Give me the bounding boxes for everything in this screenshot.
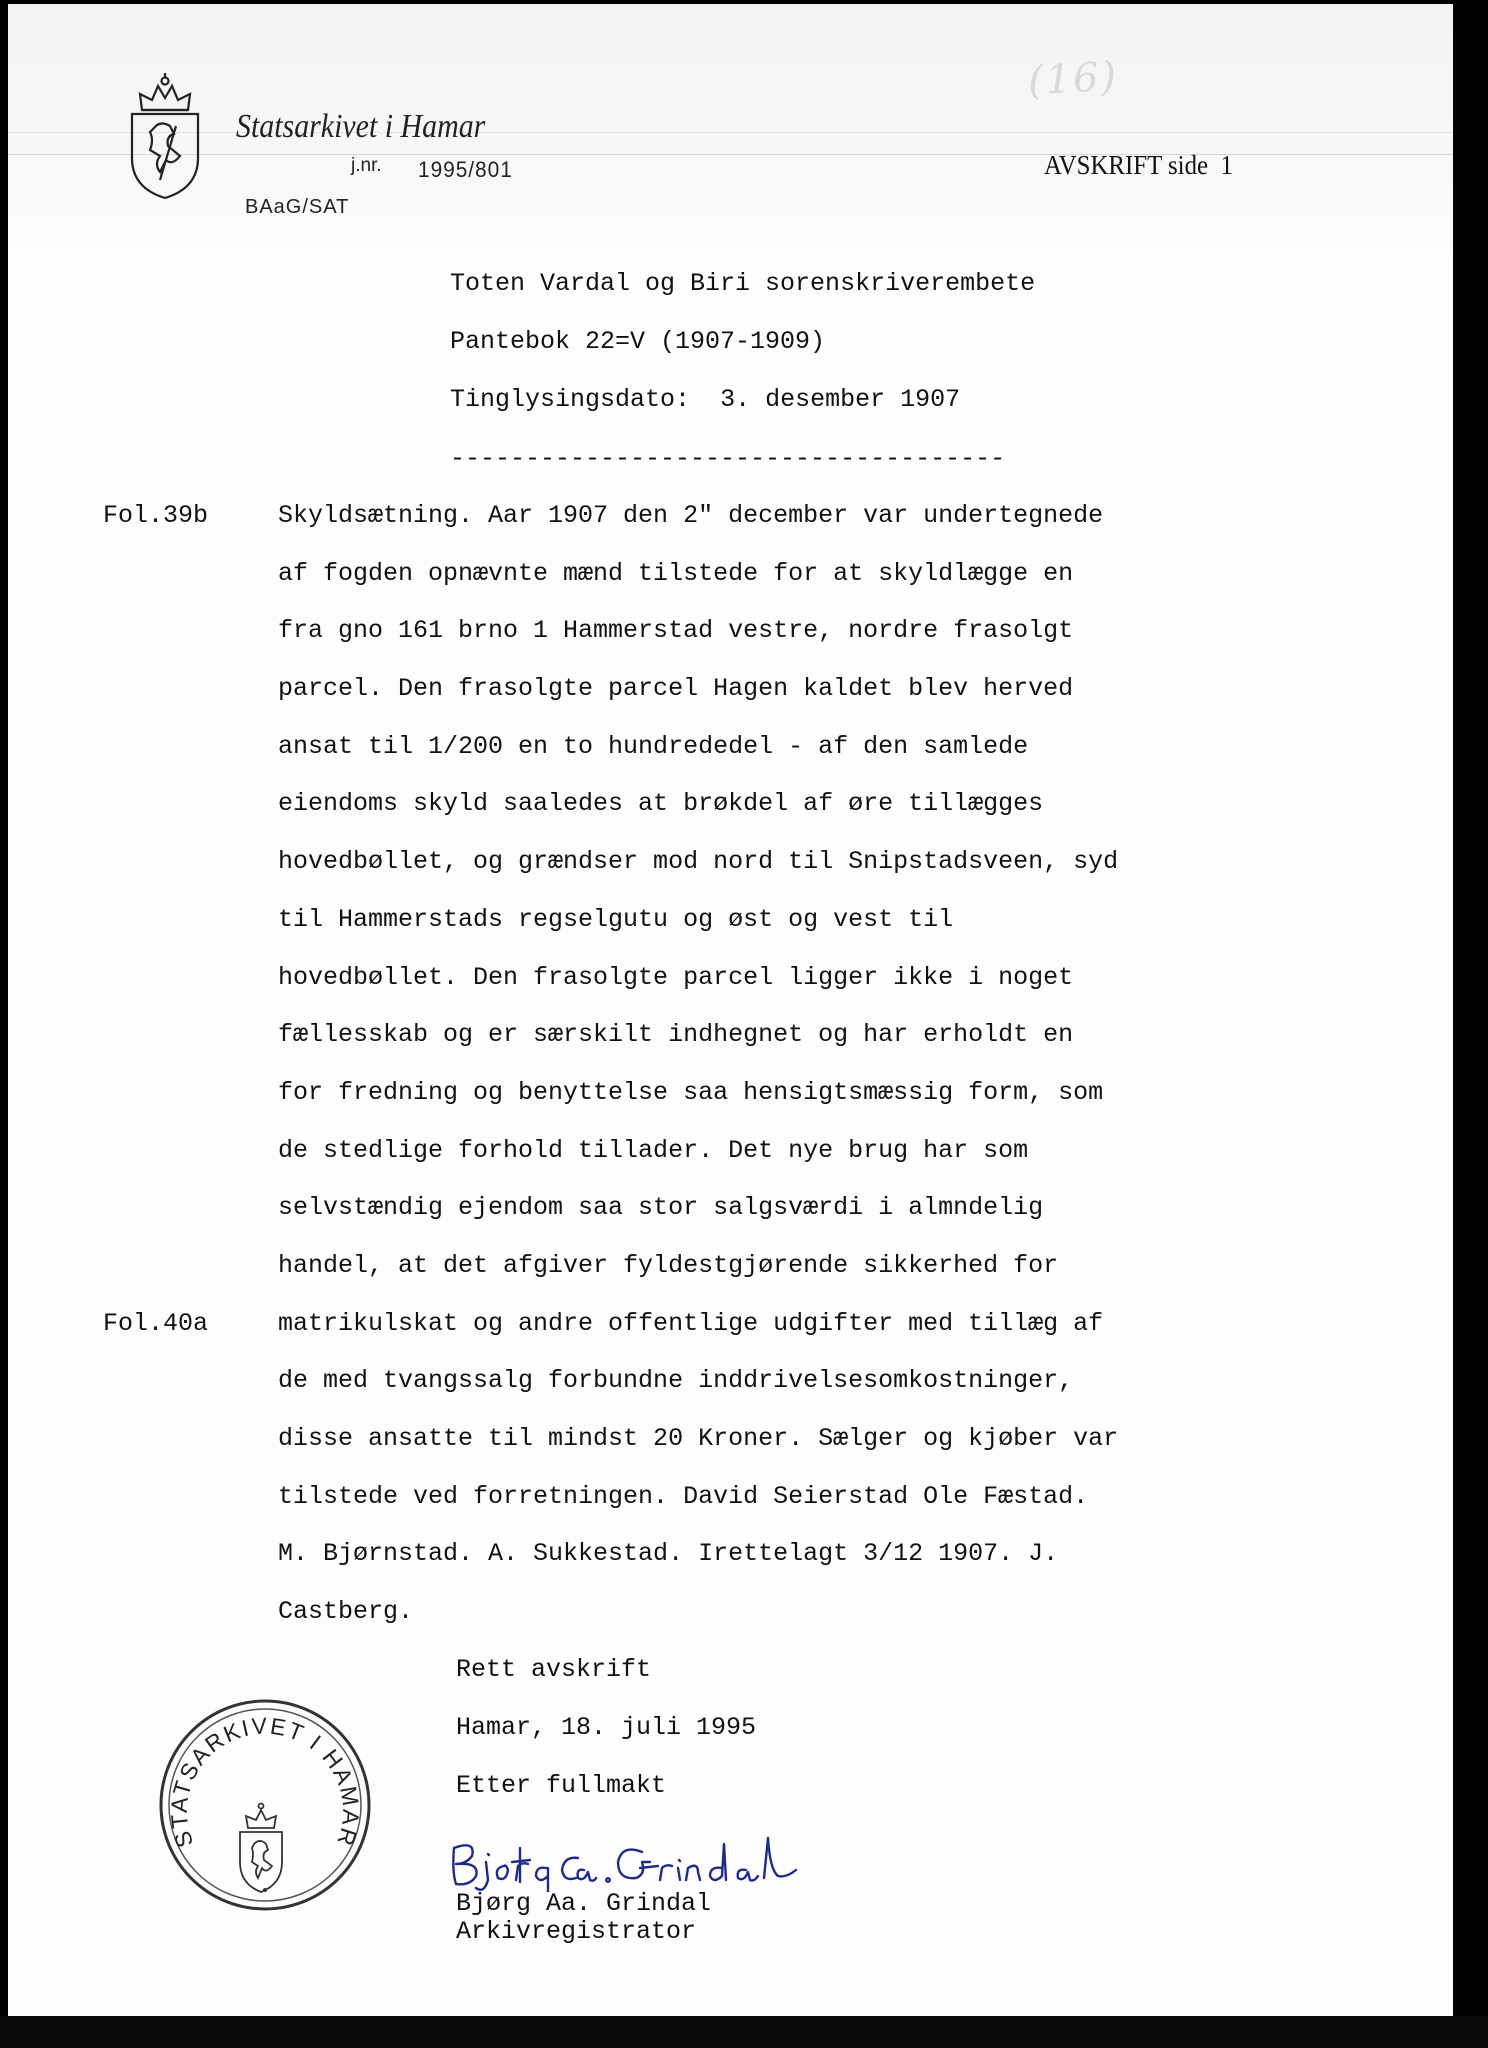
certification-line: Rett avskrift (456, 1655, 652, 1684)
body-line: for fredning og benyttelse saa hensigtsmæssig form, som (278, 1078, 1104, 1107)
body-line: Skyldsætning. Aar 1907 den 2" december var undertegnede (278, 501, 1104, 530)
body-line: hovedbøllet. Den frasolgte parcel ligger ikke i noget (278, 963, 1074, 992)
body-line: de stedlige forhold tillader. Det nye brug har som (278, 1136, 1029, 1165)
body-line: handel, at det afgiver fyldestgjørende sikkerhed for (278, 1251, 1059, 1280)
body-line: til Hammerstads regselgutu og øst og vest til (278, 905, 954, 934)
registration-label: Tinglysingsdato: (450, 385, 691, 414)
pencil-note: (16) (1026, 53, 1120, 105)
avskrift-page-label (1044, 150, 1233, 181)
body-line: fra gno 161 brno 1 Hammerstad vestre, nordre frasolgt (278, 616, 1074, 645)
letterhead-band (8, 4, 1453, 254)
scan-border (0, 2016, 1488, 2048)
body-line: ansat til 1/200 en to hundrededel - af den samlede (278, 732, 1029, 761)
registration-date: 3. desember 1907 (720, 385, 961, 414)
folio-mark: Fol.39b (103, 501, 209, 530)
institution-name: Statsarkivet i Hamar (236, 108, 486, 145)
body-line: eiendoms skyld saaledes at brøkdel af øre tillægges (278, 789, 1044, 818)
body-line: disse ansatte til mindst 20 Kroner. Sælger og kjøber var (278, 1424, 1119, 1453)
body-line: Castberg. (278, 1597, 414, 1626)
department-code: BAaG/SAT (245, 196, 350, 218)
body-line: tilstede ved forretningen. David Seierstad Ole Fæstad. (278, 1482, 1089, 1511)
body-line: M. Bjørnstad. A. Sukkestad. Irettelagt 3/12 1907. J. (278, 1539, 1059, 1568)
body-line: fællesskab og er særskilt indhegnet og har erholdt en (278, 1020, 1074, 1049)
book-reference: Pantebok 22=V (1907-1909) (450, 327, 826, 356)
scan-line (8, 132, 1453, 133)
coat-of-arms-icon (120, 70, 210, 200)
body-line: de med tvangssalg forbundne inddrivelsesomkostninger, (278, 1366, 1074, 1395)
registration-date-line (450, 385, 960, 414)
separator-line: ------------------------------------- (450, 444, 1006, 473)
archive-stamp (154, 1694, 376, 1916)
journal-number-label: j.nr. (351, 155, 382, 176)
stamp-text: STATSARKIVET I HAMAR (165, 1712, 365, 1851)
letterhead-rule (8, 154, 1453, 155)
folio-mark: Fol.40a (103, 1309, 209, 1338)
signer-name: Bjørg Aa. Grindal (456, 1889, 712, 1918)
place-date: Hamar, 18. juli 1995 (456, 1713, 757, 1742)
page-number: 1 (1220, 150, 1233, 180)
avskrift-label: AVSKRIFT side (1044, 150, 1209, 180)
authority-line: Etter fullmakt (456, 1771, 667, 1800)
document-page (8, 4, 1453, 2016)
signer-title: Arkivregistrator (456, 1917, 697, 1946)
body-line: hovedbøllet, og grændser mod nord til Snipstadsveen, syd (278, 847, 1119, 876)
svg-text:STATSARKIVET I HAMAR (166, 1712, 365, 1850)
signature (446, 1822, 836, 1892)
court-name: Toten Vardal og Biri sorenskriverembete (450, 269, 1036, 298)
body-line: selvstændig ejendom saa stor salgsværdi i almndelig (278, 1193, 1044, 1222)
body-line: parcel. Den frasolgte parcel Hagen kaldet blev herved (278, 674, 1074, 703)
body-line: af fogden opnævnte mænd tilstede for at skyldlægge en (278, 559, 1074, 588)
body-line: matrikulskat og andre offentlige udgifter med tillæg af (278, 1309, 1104, 1338)
journal-number: 1995/801 (418, 157, 513, 182)
